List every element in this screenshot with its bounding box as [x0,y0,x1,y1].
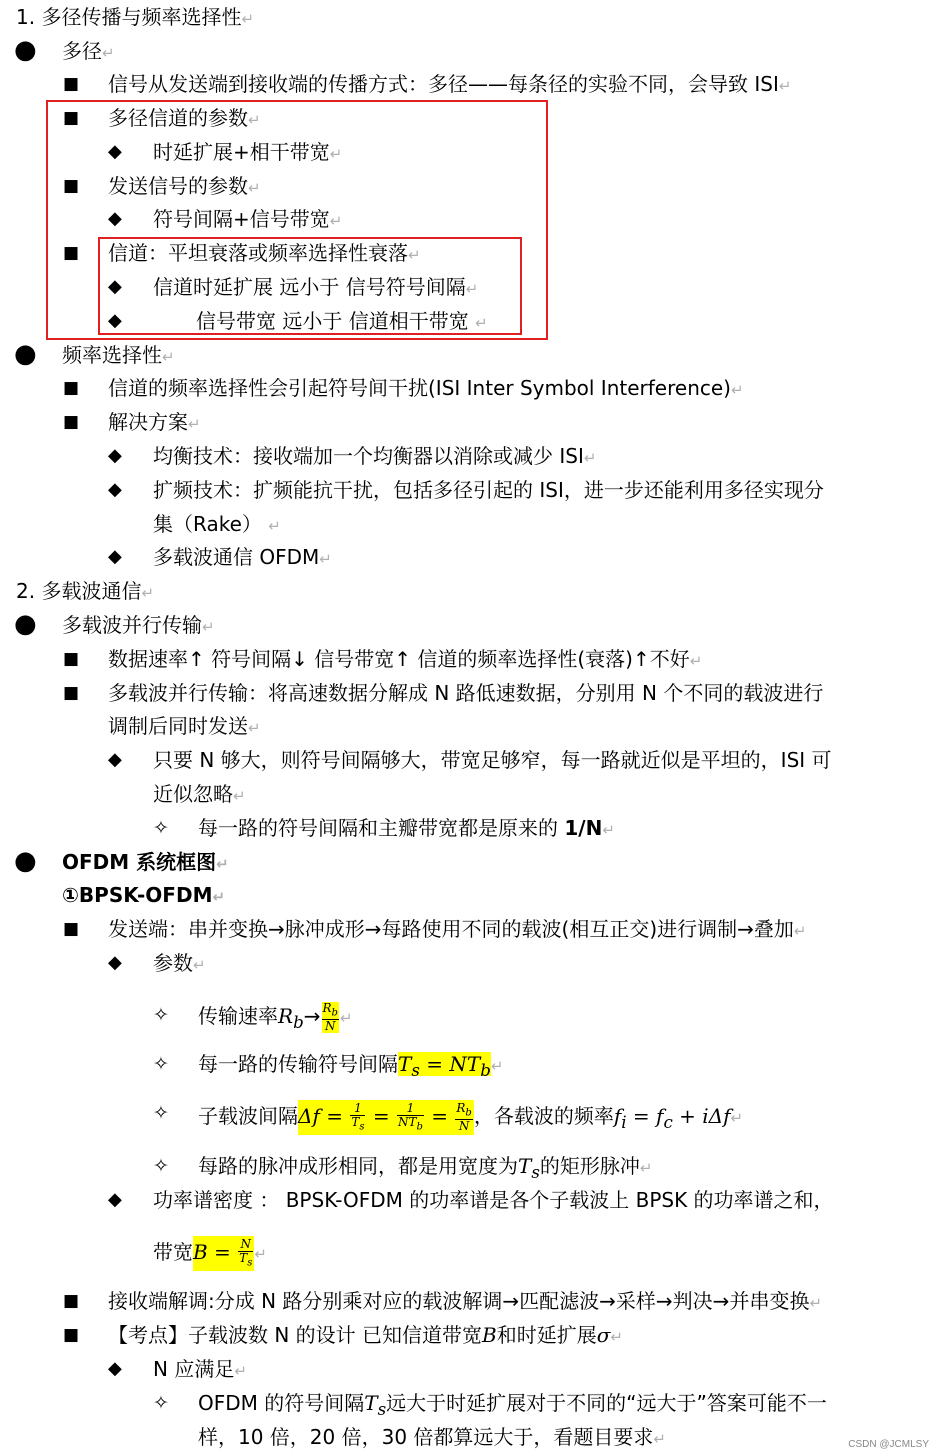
ofdm-bandwidth: 带宽B = $\frac{N}{T_s}$ ↵ [153,1236,267,1271]
formula-rate: $\frac{R_b}{N}$ [322,1001,338,1034]
parallel-item: 多载波并行传输：将高速数据分解成 N 路低速数据，分别用 N 个不同的载波进行 [108,681,824,705]
multipath-item: 发送信号的参数↵ [108,174,261,198]
bullet-dot: ● [14,35,37,65]
bullet-diamond: ◆ [108,208,122,229]
bullet-diamond: ◆ [108,546,122,567]
multipath-item: 多径信道的参数↵ [108,106,261,130]
bullet-diamond: ◆ [108,749,122,770]
multipath-item: 信道：平坦衰落或频率选择性衰落↵ [108,241,421,265]
parallel-item-cont: 调制后同时发送↵ [108,714,261,738]
section-2-title: 2. 多载波通信↵ [16,579,155,603]
watermark: CSDN @JCMLSY [848,1439,929,1450]
ofdm-note: OFDM 的符号间隔$T_s$远大于时延扩展对于不同的“远大于”答案可能不一 [198,1391,827,1419]
bullet-dot: ● [14,339,37,369]
highlight-box-inner [98,237,522,335]
ofdm-exam-point: 【考点】子载波数 N 的设计 已知信道带宽B和时延扩展σ↵ [108,1323,623,1347]
freqsel-heading: 频率选择性↵ [62,343,175,367]
parallel-heading: 多载波并行传输↵ [62,613,215,637]
bullet-dot: ● [14,609,37,639]
bullet-star: ✧ [153,1053,169,1075]
bullet-square: ■ [63,683,80,703]
bullet-square: ■ [63,919,80,939]
bullet-dot: ● [14,846,37,876]
bullet-square: ■ [63,378,80,398]
bullet-diamond: ◆ [108,952,122,973]
bullet-diamond: ◆ [108,1358,122,1379]
bullet-diamond: ◆ [108,310,122,331]
ofdm-psd: 功率谱密度 ： BPSK-OFDM 的功率谱是各个子载波上 BPSK 的功率谱之和， [153,1188,834,1212]
param-symbol-interval: 每一路的传输符号间隔$T_s$ = $NT_b↵$ [198,1052,504,1080]
param-subcarrier-spacing: 子载波间隔Δf = $\frac{1}{T_s}$ = $\frac{1}{NT_b}$ = $\frac{R_b}{N}$ ，各载波的频率$f_i = f_c$ + iΔf↵ [198,1101,744,1134]
ofdm-note-cont: 样，10 倍，20 倍，30 倍都算远大于，看题目要求↵ [198,1425,666,1449]
bullet-square: ■ [63,1325,80,1345]
param-pulse-shaping: 每路的脉冲成形相同，都是用宽度为$T_s$的矩形脉冲↵ [198,1154,653,1182]
multipath-heading: 多径↵ [62,39,115,63]
bullet-star: ✧ [153,1004,169,1026]
parallel-item-cont: 近似忽略↵ [153,782,246,806]
freqsel-item: 扩频技术：扩频能抗干扰，包括多径引起的 ISI，进一步还能利用多径实现分 [153,478,824,502]
multipath-item: 信号从发送端到接收端的传播方式：多径——每条径的实验不同，会导致 ISI↵ [108,72,792,96]
ofdm-tx: 发送端：串并变换→脉冲成形→每路使用不同的载波(相互正交)进行调制→叠加↵ [108,917,807,941]
ofdm-params: 参数↵ [153,951,206,975]
bullet-square: ■ [63,108,80,128]
multipath-item: 信道时延扩展 远小于 信号符号间隔↵ [153,275,479,299]
parallel-item: 只要 N 够大，则符号间隔够大，带宽足够窄，每一路就近似是平坦的，ISI 可 [153,748,832,772]
bullet-square: ■ [63,1291,80,1311]
bullet-square: ■ [63,176,80,196]
bullet-diamond: ◆ [108,1189,122,1210]
bullet-square: ■ [63,412,80,432]
freqsel-item-cont: 集（Rake） ↵ [153,512,281,536]
ofdm-heading: OFDM 系统框图↵ [62,850,229,874]
parallel-item: 每一路的符号间隔和主瓣带宽都是原来的 1/N↵ [198,816,615,840]
bullet-square: ■ [63,243,80,263]
parallel-item: 数据速率↑ 符号间隔↓ 信号带宽↑ 信道的频率选择性(衰落)↑不好↵ [108,647,703,671]
bullet-diamond: ◆ [108,141,122,162]
freqsel-item: 解决方案↵ [108,410,201,434]
multipath-item: 符号间隔+信号带宽↵ [153,207,343,231]
bullet-star: ✧ [153,817,169,839]
multipath-item: 时延扩展+相干带宽↵ [153,140,343,164]
freqsel-item: 均衡技术：接收端加一个均衡器以消除或减少 ISI↵ [153,444,597,468]
bullet-star: ✧ [153,1155,169,1177]
bullet-square: ■ [63,649,80,669]
bullet-diamond: ◆ [108,276,122,297]
formula-bandwidth: B = $\frac{N}{T_s}$ [193,1236,254,1271]
bpsk-ofdm-subheading: ①BPSK-OFDM↵ [62,883,226,907]
freqsel-item: 多载波通信 OFDM↵ [153,545,332,569]
ofdm-n-condition: N 应满足↵ [153,1357,247,1381]
param-rate: 传输速率$R_b\to$ $\frac{R_b}{N}$ ↵ [198,1001,353,1034]
multipath-item: 信号带宽 远小于 信道相干带宽 ↵ [196,309,488,333]
bullet-star: ✧ [153,1392,169,1414]
bullet-diamond: ◆ [108,445,122,466]
freqsel-item: 信道的频率选择性会引起符号间干扰(ISI Inter Symbol Interference)↵ [108,376,744,400]
bullet-square: ■ [63,74,80,94]
formula-ts: $T_s = NT_b$ [398,1052,491,1080]
formula-delta-f: Δf = $\frac{1}{T_s}$ = $\frac{1}{NT_b}$ = $\frac{R_b}{N}$ [298,1101,472,1134]
bullet-star: ✧ [153,1102,169,1124]
bullet-diamond: ◆ [108,479,122,500]
section-1-title: 1. 多径传播与频率选择性↵ [16,5,255,29]
ofdm-rx: 接收端解调:分成 N 路分别乘对应的载波解调→匹配滤波→采样→判决→并串变换↵ [108,1289,823,1313]
